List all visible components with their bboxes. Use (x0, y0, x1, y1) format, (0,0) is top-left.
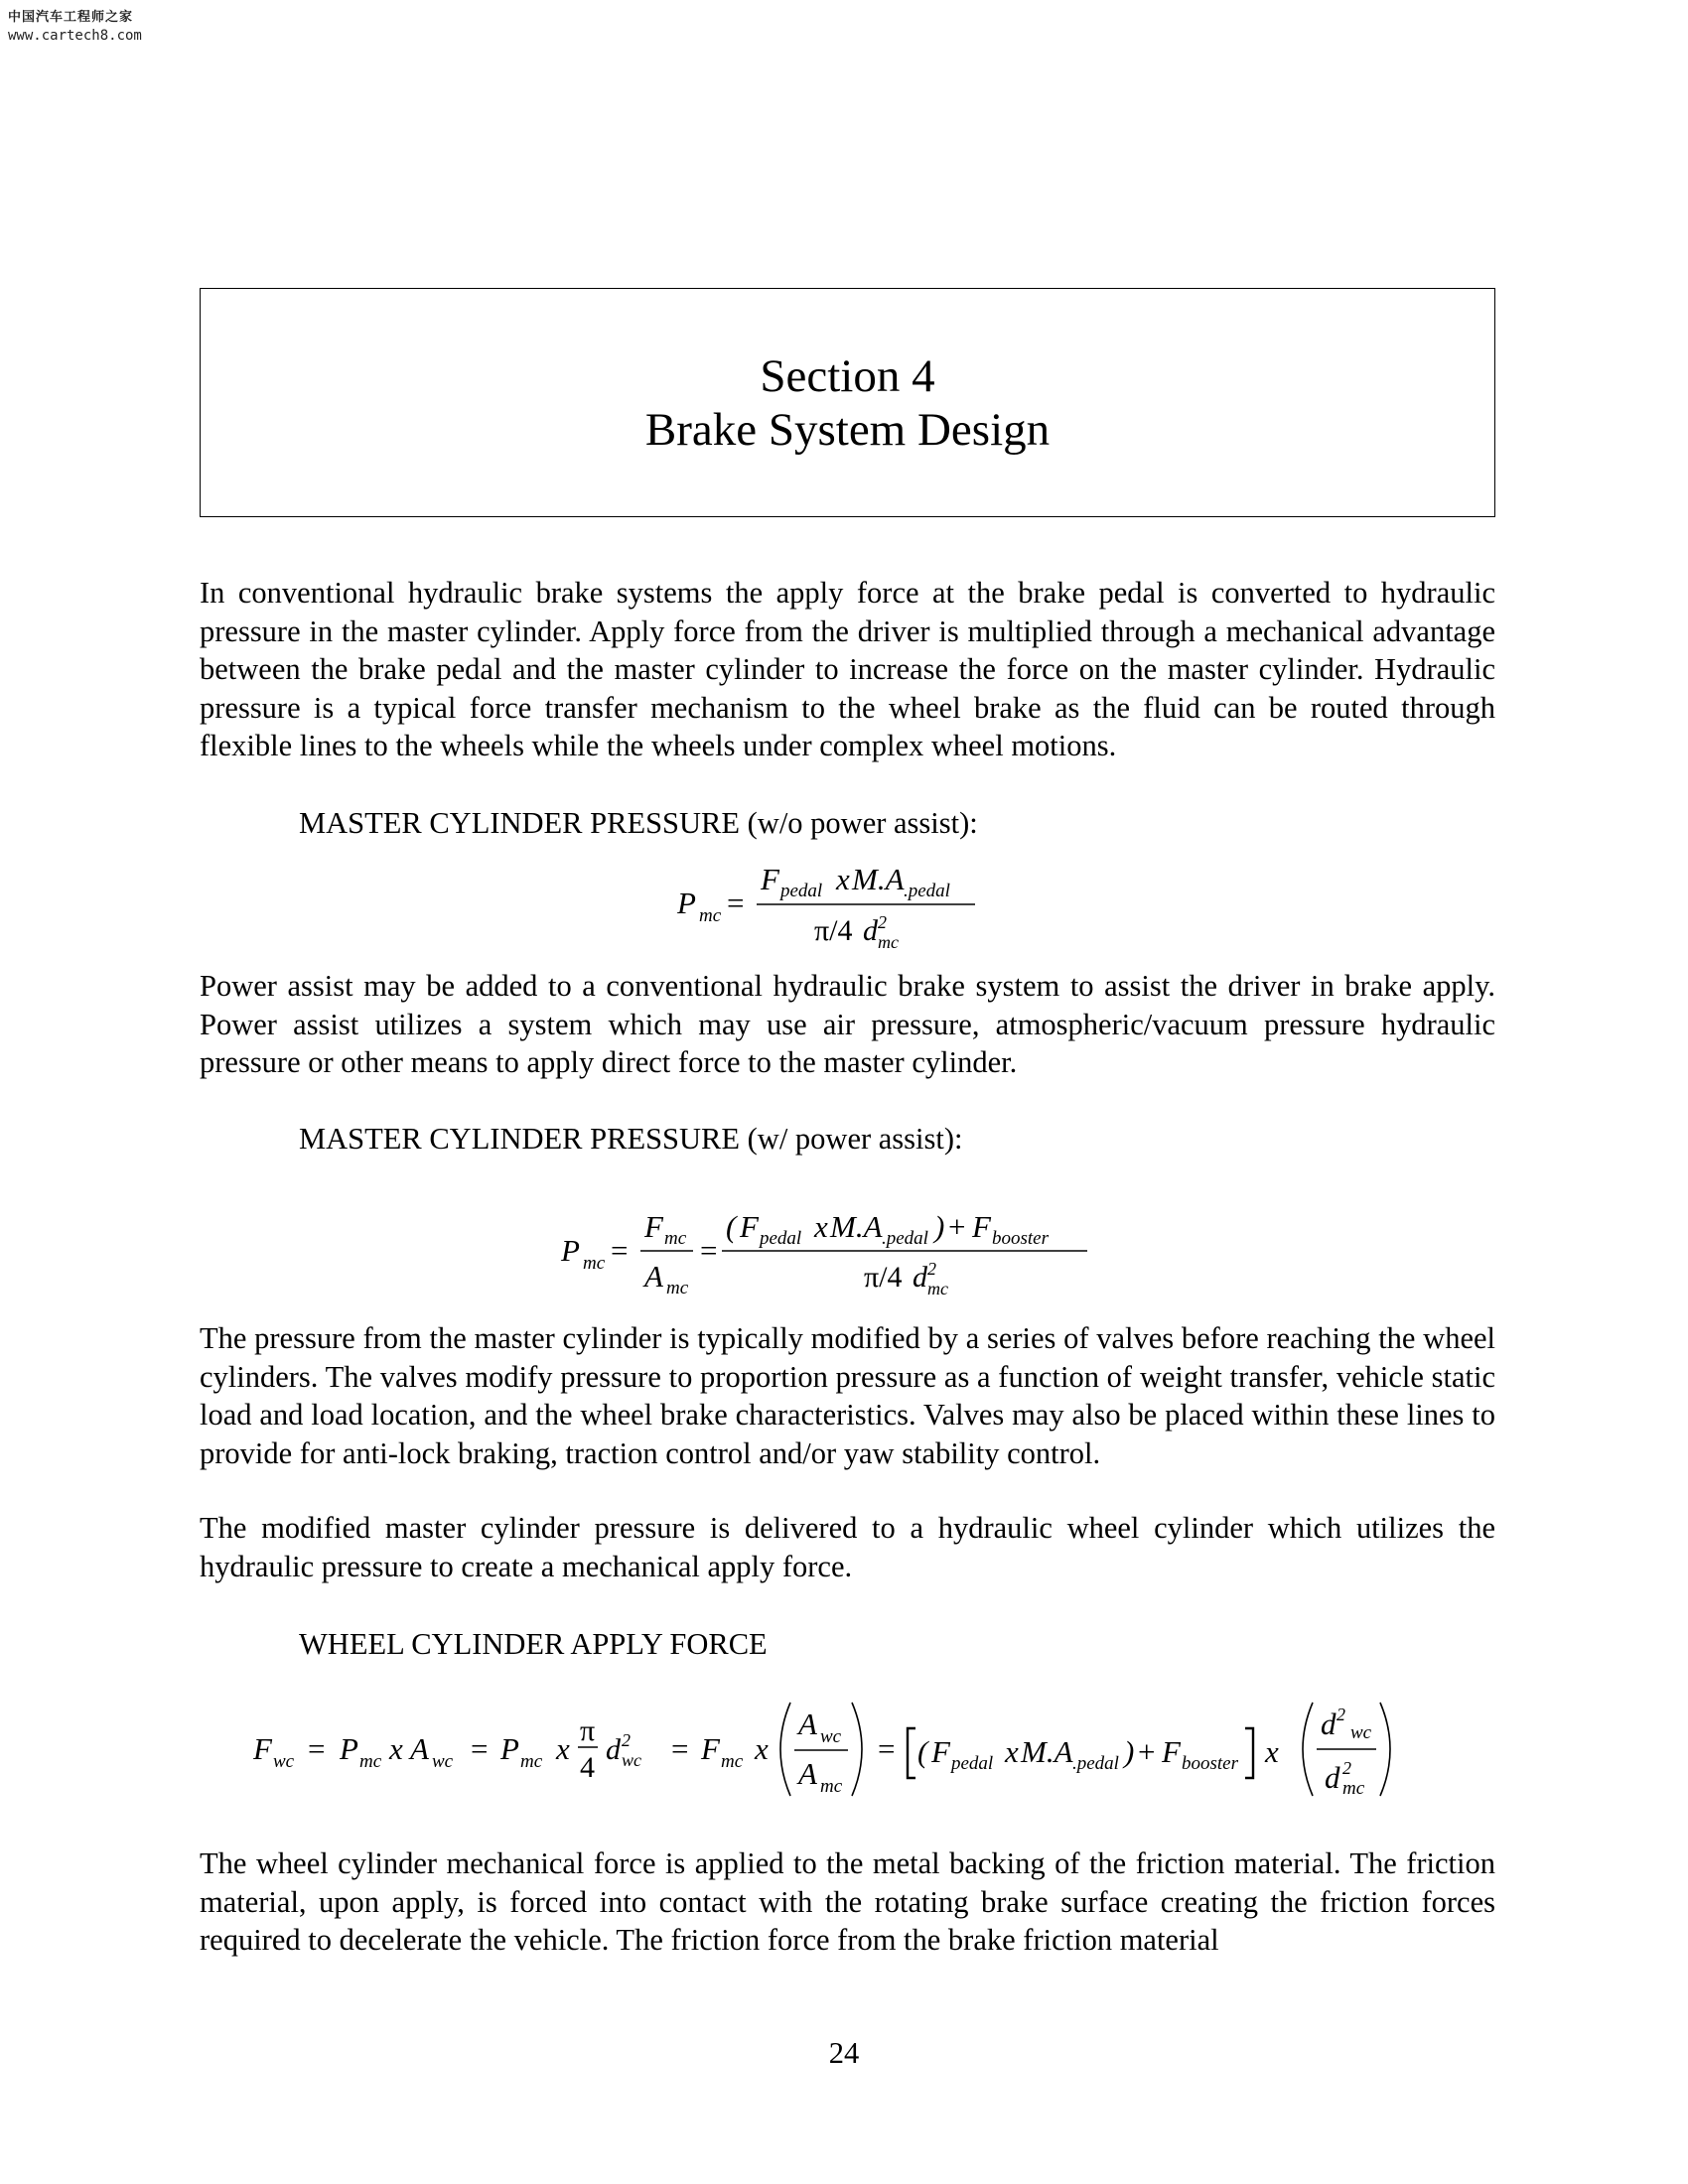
eq2-close-paren: ) (934, 1209, 945, 1244)
eq2-dot: . (882, 1228, 887, 1249)
eq3-d-mc-den: d (1325, 1760, 1340, 1795)
eq1-MA: M.A (852, 862, 905, 896)
heading-wc-apply-force: WHEEL CYLINDER APPLY FORCE (299, 1627, 768, 1661)
eq2-plus: + (948, 1209, 966, 1244)
eq3-x-4: x (1005, 1734, 1019, 1769)
eq3-plus: + (1138, 1734, 1156, 1769)
eq2-sub-booster: booster (992, 1228, 1049, 1249)
eq3-MA: M.A (1021, 1734, 1073, 1769)
eq3-sup-2-a: 2 (622, 1730, 631, 1750)
friction-paragraph: The wheel cylinder mechanical force is applied to the metal backing of the friction material. The friction material, upon apply, is forced into contact with the rotating brake surface creating the friction forces required to decelerate the vehicle. The friction force from the brake friction material (200, 1846, 1495, 1957)
eq3-pi: π (580, 1714, 596, 1747)
eq3-sup-2-b: 2 (1336, 1705, 1345, 1724)
watermark (8, 8, 142, 46)
eq3-A-mc-den: A (798, 1756, 817, 1791)
eq1-sub-mc: mc (699, 905, 722, 926)
eq3-x-3: x (755, 1731, 769, 1766)
eq2-equals-2: = (700, 1233, 718, 1268)
eq3-sub-wc-4: wc (820, 1726, 842, 1747)
modified-pressure-paragraph: The modified master cylinder pressure is delivered to a hydraulic wheel cylinder which utilizes the hydraulic pressure to create a mechanical apply force. (200, 1511, 1495, 1583)
eq3-sub-wc-1: wc (273, 1751, 295, 1772)
eq3-d-wc-num: d (1321, 1706, 1336, 1741)
eq3-F-mc: F (701, 1731, 720, 1766)
eq1-sup-2: 2 (878, 912, 887, 932)
eq2-x: x (814, 1209, 828, 1244)
eq3-sub-mc-2: mc (520, 1751, 543, 1772)
page-number: 24 (828, 2036, 860, 2070)
eq3-big-paren-right-2 (1380, 1703, 1390, 1796)
eq3-dot: . (1072, 1753, 1077, 1774)
eq3-four: 4 (580, 1751, 595, 1784)
eq3-sub-booster: booster (1182, 1753, 1238, 1774)
eq3-close-paren: ) (1124, 1734, 1135, 1769)
heading-mc-with-assist: MASTER CYLINDER PRESSURE (w/ power assist): (299, 1122, 963, 1156)
eq2-sup-2: 2 (927, 1259, 936, 1279)
valves-paragraph: The pressure from the master cylinder is typically modified by a series of valves before reaching the wheel cylinders. The valves modify pressure to proportion pressure as a function of weight transfer, vehicle static load and load location, and the wheel brake characteristics. Valves may also be placed within these lines to provide for anti-lock braking, traction control and/or yaw stability control. (200, 1321, 1495, 1470)
eq3-sub-mc-4: mc (820, 1776, 843, 1797)
equation-mc-pressure-no-assist (665, 854, 993, 953)
eq1-sub-dot-pedal (904, 881, 950, 901)
eq1-d: d (863, 914, 878, 947)
eq3-sub-dot-pedal (1072, 1753, 1119, 1774)
eq3-equals-4: = (878, 1731, 896, 1766)
eq1-equals: = (727, 886, 745, 920)
eq3-P-mc-2: P (500, 1731, 519, 1766)
eq3-sub-mc-1: mc (359, 1751, 382, 1772)
eq3-equals-1: = (308, 1731, 326, 1766)
eq2-sub-mc: mc (583, 1253, 606, 1274)
eq3-x-2: x (556, 1731, 570, 1766)
power-assist-paragraph: Power assist may be added to a conventional hydraulic brake system to assist the driver in brake apply. Power assist utilizes a system which may use air pressure, atmospheric/vacuum pressure hydraulic pressure or other means to apply direct force to the master cylinder. (200, 969, 1495, 1079)
eq2-d: d (913, 1261, 927, 1294)
eq3-F-booster: F (1162, 1734, 1181, 1769)
watermark-site-name: 中国汽车工程师之家 (8, 10, 134, 25)
eq3-bracket-right (1245, 1728, 1253, 1778)
section-header-box (200, 288, 1495, 517)
eq3-x-5: x (1265, 1734, 1279, 1769)
eq1-F: F (761, 862, 779, 896)
eq1-x: x (836, 862, 850, 896)
eq1-dot: . (904, 881, 909, 901)
eq3-sup-2-c: 2 (1342, 1758, 1351, 1778)
eq3-A-wc-num: A (798, 1706, 817, 1741)
eq3-open-paren: ( (917, 1734, 928, 1769)
eq3-F-pedal: F (931, 1734, 950, 1769)
eq2-P: P (561, 1233, 580, 1268)
eq3-equals-2: = (471, 1731, 489, 1766)
intro-paragraph: In conventional hydraulic brake systems the apply force at the brake pedal is converted to hydraulic pressure in the master cylinder. Apply force from the driver is multiplied through a mechanical advantage between the brake pedal and the master cylinder to increase the force on the master cylinder. Hydraulic pressure is a typical force transfer mechanism to the wheel brake as the fluid can be routed through flexible lines to the wheels while the wheels under complex wheel motions. (200, 576, 1495, 762)
eq2-pi-over-4: π/4 (864, 1261, 903, 1294)
eq2-equals-1: = (611, 1233, 629, 1268)
eq1-P: P (677, 886, 696, 920)
eq1-sub-pedal: pedal (780, 881, 823, 901)
eq3-bracket-left (908, 1728, 915, 1778)
eq2-sub-pedal-2: pedal (886, 1228, 928, 1249)
eq3-d-wc: d (606, 1733, 621, 1766)
eq3-big-paren-right-1 (852, 1703, 862, 1796)
eq3-sub-mc-5: mc (1342, 1778, 1365, 1799)
eq1-sub-mc-2: mc (878, 932, 899, 952)
eq3-x-1: x (389, 1731, 403, 1766)
eq2-F-mc: F (644, 1209, 663, 1244)
watermark-url: www.cartech8.com (8, 28, 142, 44)
eq3-sub-pedal-2: pedal (1076, 1753, 1119, 1774)
eq3-F-wc: F (253, 1731, 272, 1766)
eq3-sub-wc-2: wc (432, 1751, 454, 1772)
eq2-A-mc: A (644, 1259, 663, 1294)
heading-mc-no-assist: MASTER CYLINDER PRESSURE (w/o power assist): (299, 806, 978, 840)
eq3-big-paren-left-1 (780, 1703, 790, 1796)
eq2-sub-mc-num: mc (664, 1228, 687, 1249)
eq2-sub-mc-den: mc (666, 1278, 689, 1298)
eq2-F-pedal: F (740, 1209, 759, 1244)
eq3-big-paren-left-2 (1303, 1703, 1313, 1796)
eq3-A-wc: A (410, 1731, 429, 1766)
eq3-equals-3: = (671, 1731, 689, 1766)
eq3-sub-mc-3: mc (721, 1751, 744, 1772)
eq2-sub-pedal: pedal (760, 1228, 802, 1249)
eq2-sub-dot-pedal (882, 1228, 928, 1249)
eq3-sub-wc-5: wc (1350, 1722, 1372, 1743)
eq2-sub-mc-3: mc (927, 1279, 948, 1298)
eq3-sub-pedal: pedal (951, 1753, 994, 1774)
eq2-F-booster: F (972, 1209, 991, 1244)
eq3-P-mc: P (340, 1731, 358, 1766)
eq3-sub-wc-3: wc (622, 1750, 641, 1770)
equation-wc-apply-force (248, 1693, 1440, 1812)
equation-mc-pressure-with-assist (551, 1201, 1107, 1310)
section-title: Brake System Design (644, 404, 1051, 456)
section-number: Section 4 (760, 350, 935, 402)
eq1-sub-pedal-2: pedal (908, 881, 950, 901)
eq2-open-paren: ( (726, 1209, 737, 1244)
eq1-pi-over-4: π/4 (814, 914, 853, 947)
eq2-MA: M.A (830, 1209, 883, 1244)
